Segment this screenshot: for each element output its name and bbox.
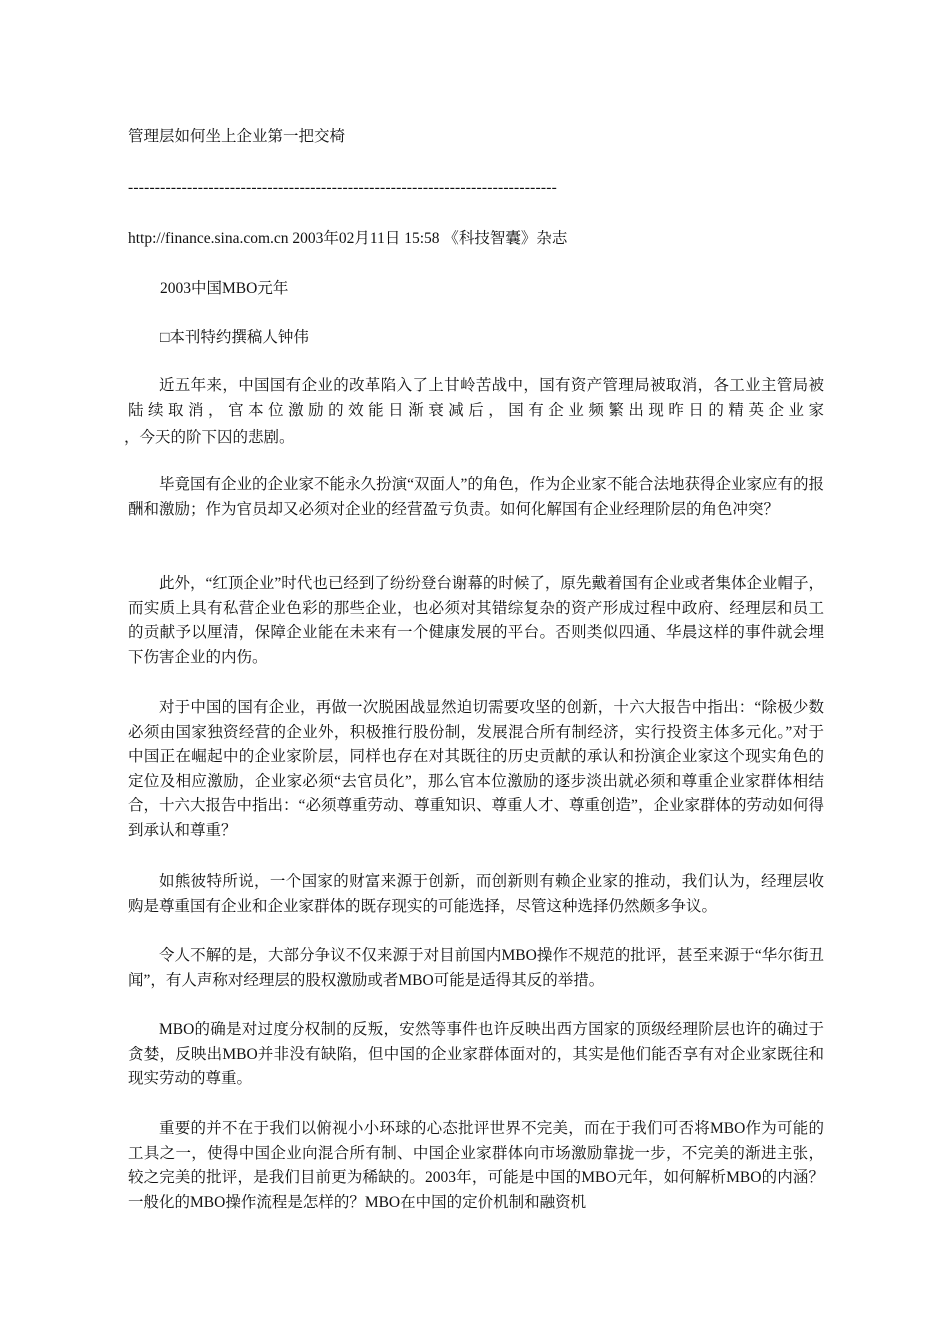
- paragraph-1-tail: ，今天的阶下囚的悲剧。: [124, 429, 295, 446]
- subtitle: 2003中国MBO元年: [160, 280, 289, 297]
- paragraph-4: 对于中国的国有企业，再做一次脱困战显然迫切需要攻坚的创新，十六大报告中指出：“除极少数必须由国家独资经营的企业外，积极推行股份制，发展混合所有制经济，实行投资主体多元化。”对于中国正在崛起中的企业家阶层，同样也存在对其既往的历史贡献的承认和扮演企业家这个现实角色的定位及相应激励，企业家必须“去官员化”，那么官本位激励的逐步淡出就必须和尊重企业家群体相结合，十六大报告中指出：“必须尊重劳动、尊重知识、尊重人才、尊重创造”，企业家群体的劳动如何得到承认和尊重？: [128, 699, 824, 839]
- paragraph-2: 毕竟国有企业的企业家不能永久扮演“双面人”的角色，作为企业家不能合法地获得企业家应有的报酬和激励；作为官员却又必须对企业的经营盈亏负责。如何化解国有企业经理阶层的角色冲突？: [128, 476, 824, 518]
- paragraph-3: 此外，“红顶企业”时代也已经到了纷纷登台谢幕的时候了，原先戴着国有企业或者集体企业帽子，而实质上具有私营企业色彩的那些企业，也必须对其错综复杂的资产形成过程中政府、经理层和员工的贡献予以厘清，保障企业能在未来有一个健康发展的平台。否则类似四通、华晨这样的事件就会埋下伤害企业的内伤。: [128, 575, 824, 666]
- article-title: 管理层如何坐上企业第一把交椅: [128, 128, 346, 145]
- source-line: http://finance.sina.com.cn 2003年02月11日 15:58 《科技智囊》杂志: [128, 230, 568, 247]
- paragraph-5: 如熊彼特所说，一个国家的财富来源于创新，而创新则有赖企业家的推动，我们认为，经理层收购是尊重国有企业和企业家群体的既存现实的可能选择，尽管这种选择仍然颇多争议。: [128, 873, 824, 915]
- paragraph-7: MBO的确是对过度分权制的反叛，安然等事件也许反映出西方国家的顶级经理阶层也许的确过于贪婪，反映出MBO并非没有缺陷，但中国的企业家群体面对的，其实是他们能否享有对企业家既往和现实劳动的尊重。: [128, 1021, 824, 1088]
- paragraph-6: 令人不解的是，大部分争议不仅来源于对目前国内MBO操作不规范的批评，甚至来源于“华尔街丑闻”，有人声称对经理层的股权激励或者MBO可能是适得其反的举措。: [128, 947, 824, 989]
- paragraph-8: 重要的并不在于我们以俯视小小环球的心态批评世界不完美，而在于我们可否将MBO作为可能的工具之一，使得中国企业向混合所有制、中国企业家群体向市场激励靠拢一步，不完美的渐进主张，较之完美的批评，是我们目前更为稀缺的。2003年，可能是中国的MBO元年，如何解析MBO的内涵？一般化的MBO操作流程是怎样的？MBO在中国的定价机制和融资机: [128, 1120, 824, 1211]
- paragraph-1: 近五年来，中国国有企业的改革陷入了上甘岭苦战中，国有资产管理局被取消，各工业主管局被陆续取消，官本位激励的效能日渐衰减后，国有企业频繁出现昨日的精英企业家: [128, 377, 824, 419]
- divider-line: --------------------------------------------------------------------------------: [128, 179, 557, 196]
- byline: □本刊特约撰稿人钟伟: [160, 329, 309, 346]
